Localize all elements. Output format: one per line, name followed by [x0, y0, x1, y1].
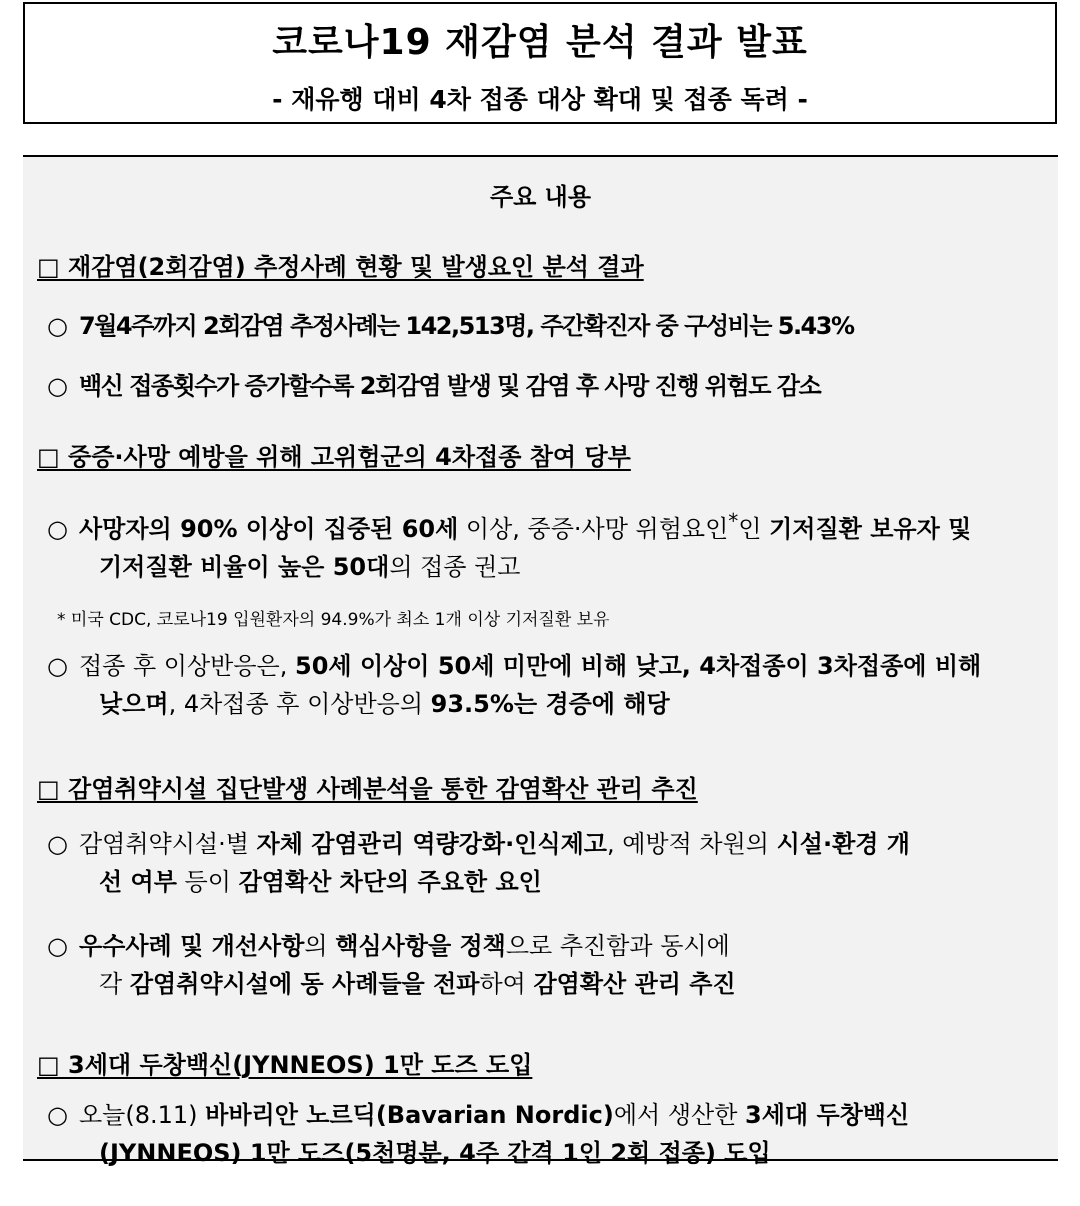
text-span: 하여 [479, 970, 534, 999]
bold-text: 선 여부 [99, 868, 177, 897]
bullet-circle-icon: ○ [47, 932, 68, 960]
bullet-text: 7월4주까지 2회감염 추정사례는 142,513명, 주간확진자 중 구성비는 5.43% [79, 312, 854, 340]
bold-text: 3세대 두창백신 [745, 1101, 910, 1129]
bold-text: (JYNNEOS) 1만 도즈(5천명분, 4주 간격 1인 2회 접종) 도입 [99, 1139, 771, 1168]
bold-text: 우수사례 및 개선사항 [79, 932, 305, 960]
footnote: * 미국 CDC, 코로나19 입원환자의 94.9%가 최소 1개 이상 기저질환 보유 [57, 610, 610, 630]
page-subtitle: - 재유행 대비 4차 접종 대상 확대 및 접종 독려 - [272, 85, 808, 114]
bullet-line [47, 548, 1044, 586]
section-title-facilities: □ 감염취약시설 집단발생 사례분석을 통한 감염확산 관리 추진 [37, 775, 698, 803]
page-title: 코로나19 재감염 분석 결과 발표 [272, 22, 808, 63]
text-span: 의 접종 권고 [389, 553, 521, 582]
bullet-circle-icon: ○ [47, 372, 67, 400]
bold-text: 낮으며 [99, 690, 169, 719]
bold-text: 감염확산 관리 추진 [533, 970, 736, 999]
bold-text: 감염취약시설에 동 사례들을 전파 [129, 970, 480, 999]
bullet-circle-icon: ○ [47, 312, 67, 340]
bold-text: 핵심사항을 정책 [335, 932, 506, 960]
text-span: 등이 [176, 868, 239, 897]
bold-text: 자체 감염관리 역량강화·인식제고 [256, 830, 607, 858]
footnote-marker: * [728, 509, 739, 533]
text-span: 접종 후 이상반응은, [79, 652, 295, 680]
bullet-line [47, 647, 1044, 685]
text-span: 의 [304, 932, 336, 960]
bullet-circle-icon: ○ [47, 652, 68, 680]
text-span: 에서 생산한 [613, 1101, 746, 1129]
list-item [47, 367, 1044, 405]
list-item [47, 505, 1044, 587]
text-span: 각 [99, 970, 130, 999]
summary-box [23, 155, 1058, 1161]
text-span: 오늘(8.11) [79, 1101, 206, 1129]
bullet-line [47, 927, 1044, 965]
bold-text: 50세 이상이 50세 미만에 비해 낮고, 4차접종이 3차접종에 비해 [295, 652, 982, 680]
bold-text: 93.5%는 경증에 해당 [430, 690, 670, 719]
text-span: 이상, 중증·사망 위험요인 [458, 515, 729, 543]
summary-heading: 주요 내용 [489, 183, 592, 211]
title-box [23, 2, 1057, 124]
list-item [47, 307, 1044, 345]
bold-text: 기저질환 보유자 및 [769, 515, 972, 543]
text-span: 감염취약시설·별 [79, 830, 257, 858]
bold-text: 감염확산 차단의 주요한 요인 [238, 868, 542, 897]
bullet-text: 백신 접종횟수가 증가할수록 2회감염 발생 및 감염 후 사망 진행 위험도 감소 [79, 372, 821, 400]
text-span: 으로 추진함과 동시에 [505, 932, 730, 960]
list-item [47, 927, 1044, 1004]
section-title-vaccine-import: □ 3세대 두창백신(JYNNEOS) 1만 도즈 도입 [37, 1051, 533, 1079]
bold-text: 시설·환경 개 [776, 830, 910, 858]
text-span: 인 [738, 515, 770, 543]
list-item [47, 647, 1044, 724]
bullet-line [47, 1096, 1043, 1134]
list-item [47, 825, 1044, 902]
section-title-reinfection: □ 재감염(2회감염) 추정사례 현황 및 발생요인 분석 결과 [37, 253, 644, 281]
bullet-line [47, 1134, 1043, 1172]
bold-text: 사망자의 90% 이상이 집중된 60세 [79, 515, 459, 543]
bullet-circle-icon: ○ [47, 515, 68, 543]
text-span: , 4차접종 후 이상반응의 [168, 690, 431, 719]
bullet-line [47, 825, 1044, 863]
bullet-circle-icon: ○ [47, 830, 68, 858]
bullet-line [47, 685, 1044, 723]
bold-text: 바바리안 노르딕(Bavarian Nordic) [205, 1101, 614, 1129]
text-span: , 예방적 차원의 [606, 830, 777, 858]
bullet-line [47, 965, 1044, 1003]
bullet-circle-icon: ○ [47, 1101, 68, 1129]
bullet-line [47, 863, 1044, 901]
list-item [47, 1096, 1043, 1173]
bullet-line [47, 505, 1044, 548]
section-title-vaccination: □ 중증·사망 예방을 위해 고위험군의 4차접종 참여 당부 [37, 443, 631, 471]
bold-text: 기저질환 비율이 높은 50대 [99, 553, 390, 582]
